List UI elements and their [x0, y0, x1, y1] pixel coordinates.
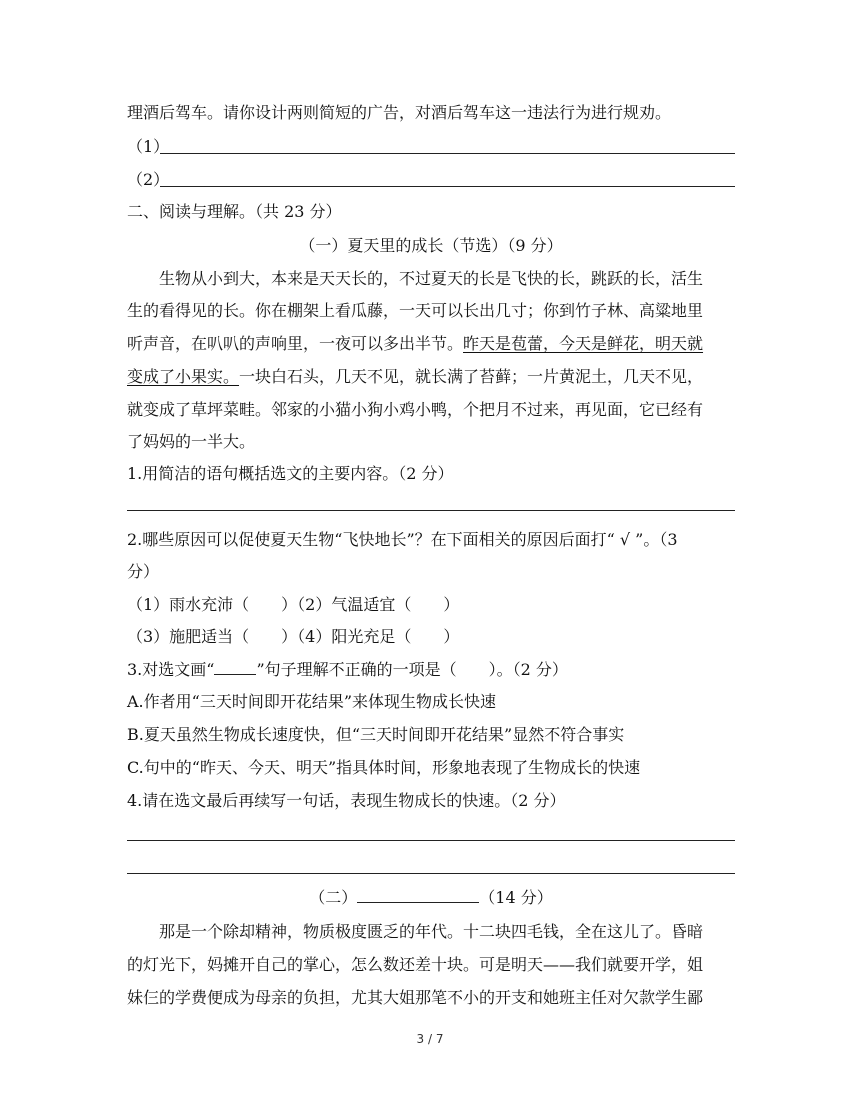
question-4: 4.请在选文最后再续写一句话，表现生物成长的快速。（2 分） [127, 791, 566, 810]
ad-item-2-label: （2） [127, 170, 170, 189]
question-2-options-row1: （1）雨水充沛（ ）（2）气温适宜（ ） [127, 595, 460, 614]
passage1-line-1: 生物从小到大，本来是天天长的，不过夏天的长是飞快的长，跳跃的长，活生 [159, 269, 704, 288]
passage1-line-4-text: 一块白石头，几天不见，就长满了苔藓；一片黄泥土，几天不见， [239, 367, 704, 386]
passage1-line-3-text: 听声音，在叭叭的声响里，一夜可以多出半节。 [127, 334, 464, 353]
passage1-line-2: 生的看得见的长。你在棚架上看瓜藤，一天可以长出几寸；你到竹子林、高粱地里 [127, 301, 704, 320]
passage1-line-4 [127, 367, 735, 387]
ad-item-1-answer-line [160, 153, 735, 154]
top-text: 理酒后驾车。请你设计两则简短的广告，对酒后驾车这一违法行为进行规劝。 [127, 103, 672, 122]
section2-heading: 二、阅读与理解。（共 23 分） [127, 202, 342, 221]
question-4-answer-line-2 [127, 873, 735, 874]
question-2-line1: 2.哪些原因可以促使夏天生物“飞快地长”？在下面相关的原因后面打“ √ ”。（3 [127, 530, 678, 549]
passage2-title [127, 888, 735, 908]
passage2-line-1: 那是一个除却精神，物质极度匮乏的年代。十二块四毛钱，全在这儿了。昏暗 [159, 922, 704, 941]
question-3-pre: 3.对选文画“ [127, 660, 215, 679]
question-3-post: ”句子理解不正确的一项是（ ）。（2 分） [256, 660, 568, 679]
question-3-option-a: A.作者用“三天时间即开花结果”来体现生物成长快速 [127, 692, 497, 711]
question-3 [127, 660, 735, 680]
passage1-line-6: 了妈妈的一半大。 [127, 432, 256, 451]
passage2-line-3: 妹仨的学费便成为母亲的负担，尤其大姐那笔不小的开支和她班主任对欠款学生鄙 [127, 988, 704, 1007]
ad-item-1-label: （1） [127, 137, 170, 156]
passage1-title: （一）夏天里的成长（节选）（9 分） [299, 236, 563, 255]
question-4-answer-line-1 [127, 840, 735, 841]
question-3-option-b: B.夏天虽然生物成长速度快，但“三天时间即开花结果”显然不符合事实 [127, 725, 625, 744]
question-2-line2: 分） [127, 562, 160, 581]
passage1-line-5: 就变成了草坪菜畦。邻家的小猫小狗小鸡小鸭，个把月不过来，再见面，它已经有 [127, 400, 704, 419]
passage2-title-pre: （二） [309, 888, 358, 907]
question-2-options-row2: （3）施肥适当（ ）（4）阳光充足（ ） [127, 627, 460, 646]
underlined-sentence-part1: 昨天是苞蕾，今天是鲜花，明天就 [463, 334, 704, 353]
underlined-sentence-part2: 变成了小果实。 [127, 367, 240, 386]
passage2-title-blank [357, 888, 479, 903]
question-1-answer-line [127, 510, 735, 511]
page-number: 3 / 7 [416, 1032, 444, 1046]
passage2-title-post: （14 分） [479, 888, 553, 907]
ad-item-2-answer-line [160, 186, 735, 187]
passage2-line-2: 的灯光下，妈摊开自己的掌心，怎么数还差十块。可是明天——我们就要开学，姐 [127, 955, 704, 974]
question-3-option-c: C.句中的“昨天、今天、明天”指具体时间，形象地表现了生物成长的快速 [127, 758, 641, 777]
question-1: 1.用简洁的语句概括选文的主要内容。（2 分） [127, 464, 454, 483]
passage1-line-3 [127, 334, 735, 354]
question-3-blank [214, 660, 256, 675]
